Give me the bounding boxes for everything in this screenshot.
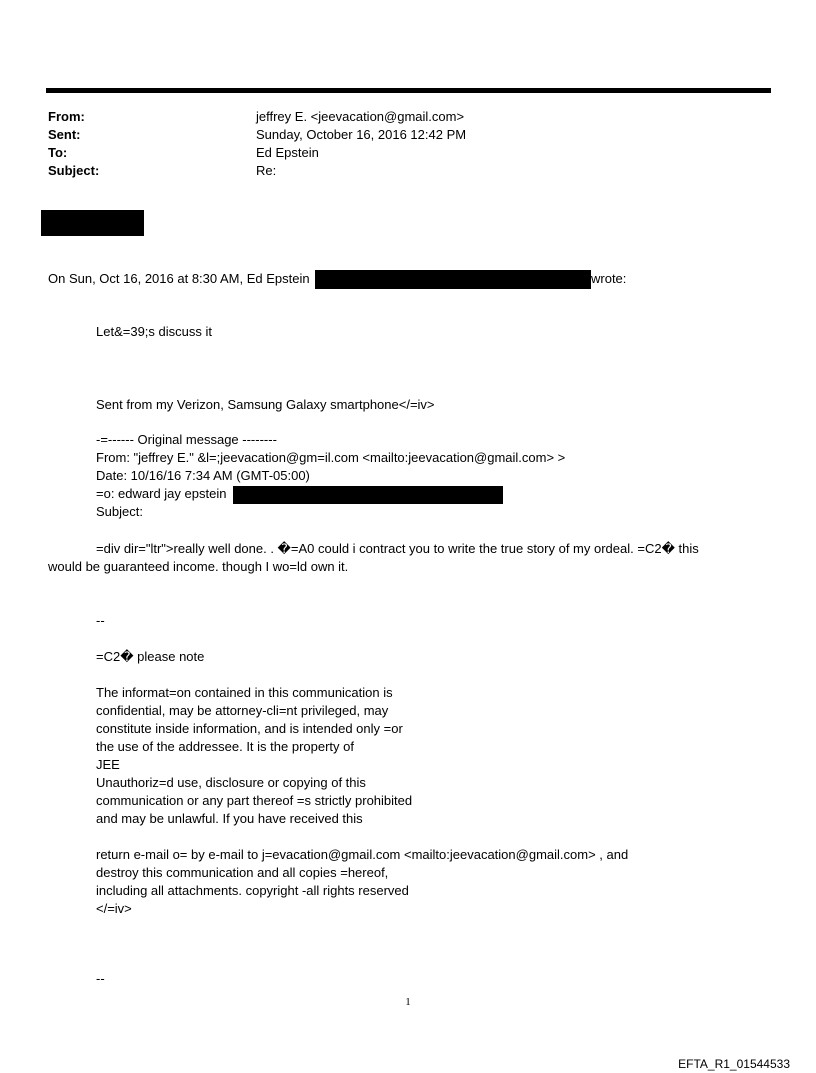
disclaimer-line: and may be unlawful. If you have received this bbox=[96, 811, 363, 826]
orig-subject-line: Subject: bbox=[96, 504, 143, 519]
quote-intro-end: wrote: bbox=[591, 271, 627, 286]
subject-label: Subject: bbox=[48, 163, 100, 178]
signature-dashes-1: -- bbox=[96, 613, 105, 628]
please-note-line: =C2� please note bbox=[96, 649, 205, 664]
reply-line: Let&=39;s discuss it bbox=[96, 324, 212, 339]
orig-message-divider: -=------ Original message -------- bbox=[96, 432, 277, 447]
disclaimer-line: constitute inside information, and is intended only =or bbox=[96, 721, 403, 736]
quote-intro: On Sun, Oct 16, 2016 at 8:30 AM, Ed Epstein bbox=[48, 271, 310, 286]
return-line: including all attachments. copyright -all rights reserved bbox=[96, 883, 409, 898]
sent-value: Sunday, October 16, 2016 12:42 PM bbox=[256, 127, 467, 142]
from-value: jeffrey E. <jeevacation@gmail.com> bbox=[256, 109, 465, 124]
page-number: 1 bbox=[405, 996, 411, 1008]
from-label: From: bbox=[48, 109, 85, 124]
orig-to-line: =o: edward jay epstein bbox=[96, 486, 227, 501]
disclaimer-line: JEE bbox=[96, 757, 120, 772]
disclaimer-line: confidential, may be attorney-cli=nt privileged, may bbox=[96, 703, 389, 718]
to-value: Ed Epstein bbox=[256, 145, 319, 160]
signature-dashes-2: -- bbox=[96, 971, 105, 986]
sent-from-line: Sent from my Verizon, Samsung Galaxy smartphone</=iv> bbox=[96, 397, 435, 412]
return-line: destroy this communication and all copies =hereof, bbox=[96, 865, 389, 880]
message-line-1: =div dir="ltr">really well done. . �=A0 could i contract you to write the true story of my ordeal. =C2� this bbox=[96, 541, 699, 556]
disclaimer-line: the use of the addressee. It is the property of bbox=[96, 739, 354, 754]
sent-label: Sent: bbox=[48, 127, 81, 142]
disclaimer-line: Unauthoriz=d use, disclosure or copying of this bbox=[96, 775, 366, 790]
subject-value: Re: bbox=[256, 163, 277, 178]
document-id: EFTA_R1_01544533 bbox=[678, 1057, 790, 1071]
return-line: </=iv> bbox=[96, 901, 132, 916]
orig-date-line: Date: 10/16/16 7:34 AM (GMT-05:00) bbox=[96, 468, 310, 483]
disclaimer-line: The informat=on contained in this communication is bbox=[96, 685, 393, 700]
to-label: To: bbox=[48, 145, 68, 160]
redaction-block-3 bbox=[233, 486, 503, 504]
redaction-block-2 bbox=[315, 270, 591, 289]
orig-from-line: From: "jeffrey E." &l=;jeevacation@gm=il.com <mailto:jeevacation@gmail.com> > bbox=[96, 450, 566, 465]
return-line: return e-mail o= by e-mail to j=evacation@gmail.com <mailto:jeevacation@gmail.com> , and bbox=[96, 847, 629, 862]
message-line-2: would be guaranteed income. though I wo=ld own it. bbox=[48, 559, 349, 574]
header-rule bbox=[46, 88, 771, 93]
disclaimer-line: communication or any part thereof =s strictly prohibited bbox=[96, 793, 413, 808]
redaction-block-1 bbox=[41, 210, 144, 236]
